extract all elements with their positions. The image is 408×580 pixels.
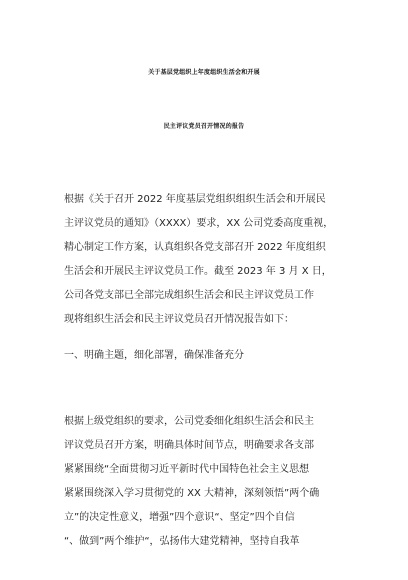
- paragraph-line: 立”的决定性意义，增强”四个意识“、坚定”四个自信: [64, 512, 295, 523]
- paragraph-line: 根据《关于召开 2022 年度基层党组织组织生活会和开展民: [64, 194, 326, 205]
- document-title-line-1: 关于基层党组织上年度组织生活会和开展: [148, 69, 260, 76]
- paragraph-line: 主评议党员的通知》（XXXX）要求，XX 公司党委高度重视，: [64, 218, 334, 229]
- paragraph-line: 公司各党支部已全部完成组织生活会和民主评议党员工作: [64, 290, 314, 301]
- section-heading: 一、明确主题，细化部署，确保准备充分: [64, 350, 244, 361]
- section-paragraph: [64, 410, 354, 554]
- paragraph-line: 现将组织生活会和民主评议党员召开情况报告如下：: [64, 314, 294, 325]
- paragraph-line: 紧紧围绕深入学习贯彻党的 XX 大精神，深刻领悟”两个确: [64, 488, 320, 499]
- paragraph-line: “、做到”两个维护“，弘扬伟大建党精神，坚持自我革: [64, 536, 300, 547]
- paragraph-line: 精心制定工作方案，认真组织各党支部召开 2022 年度组织: [64, 242, 326, 253]
- paragraph-line: 紧紧围绕“全面贯彻习近平新时代中国特色社会主义思想: [64, 464, 310, 475]
- paragraph-line: 根据上级党组织的要求，公司党委细化组织生活会和民主: [64, 416, 314, 427]
- paragraph-line: 评议党员召开方案，明确具体时间节点，明确要求各支部: [64, 440, 314, 451]
- intro-paragraph: [64, 188, 354, 332]
- document-title-line-2: 民主评议党员召开情况的报告: [163, 123, 245, 130]
- paragraph-line: 生活会和开展民主评议党员工作。截至 2023 年 3 月 X 日，: [64, 266, 332, 277]
